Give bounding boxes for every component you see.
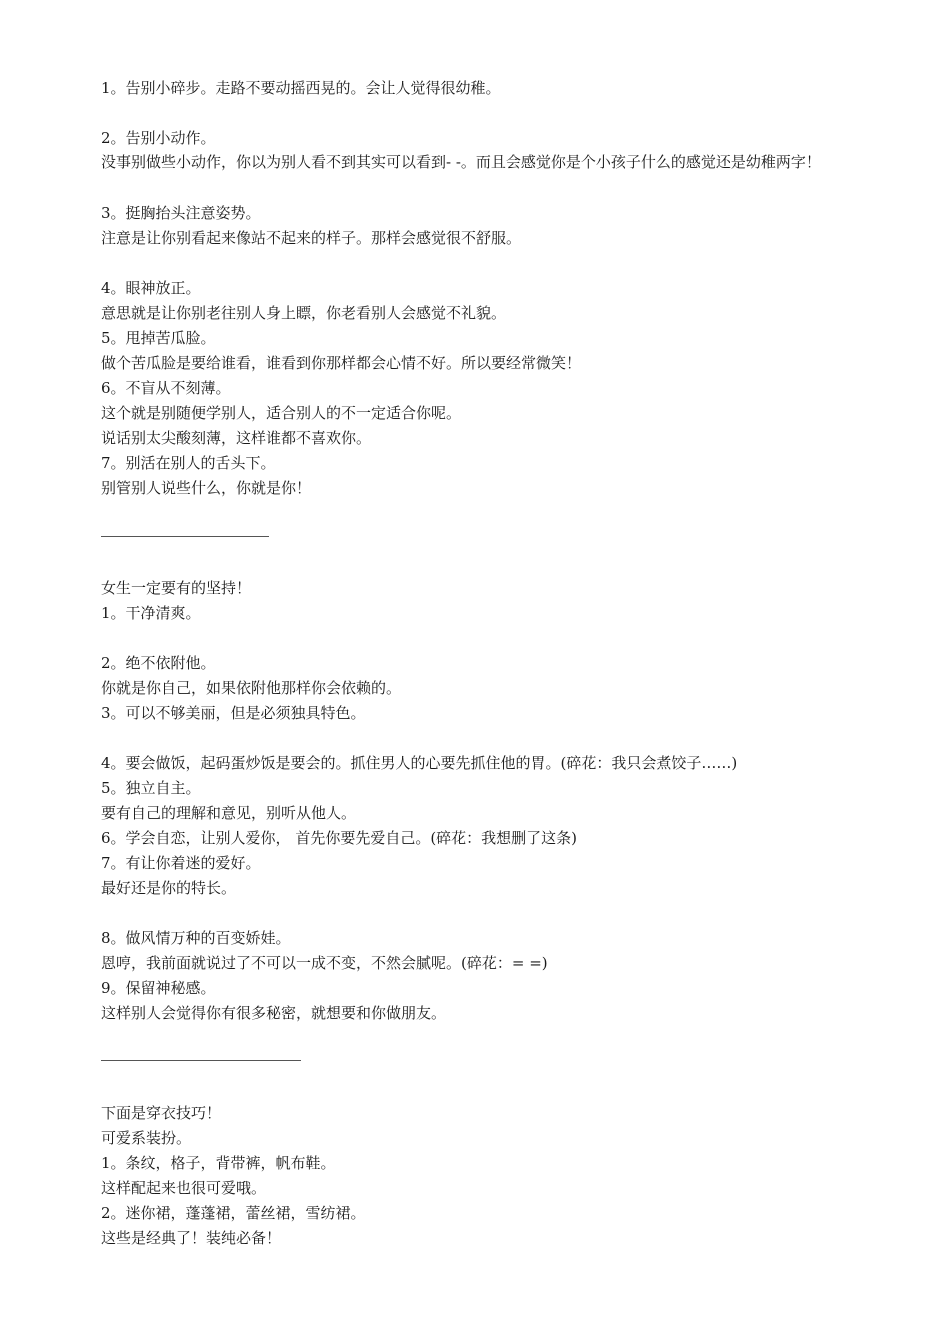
list-heading: 2。迷你裙，蓬蓬裙，蕾丝裙，雪纺裙。 [101,1204,366,1222]
paragraph: 4。要会做饭，起码蛋炒饭是要会的。抓住男人的心要先抓住他的胃。(碎花：我只会煮饺子……) [101,754,738,772]
paragraph: 最好还是你的特长。 [101,879,237,897]
list-heading: 7。有让你着迷的爱好。 [101,854,261,872]
paragraph: 恩哼，我前面就说过了不可以一成不变，不然会腻呢。(碎花：= =) [101,954,548,972]
paragraph: 你就是你自己，如果依附他那样你会依赖的。 [101,679,402,697]
paragraph: 这样别人会觉得你有很多秘密，就想要和你做朋友。 [101,1004,447,1022]
list-heading: 5。独立自主。 [101,779,201,797]
paragraph: 别管别人说些什么，你就是你！ [101,479,312,497]
list-heading: 2。告别小动作。 [101,129,216,147]
section-heading: 女生一定要有的坚持！ [101,579,252,597]
paragraph: 说话别太尖酸刻薄，这样谁都不喜欢你。 [101,429,372,447]
paragraph: 做个苦瓜脸是要给谁看，谁看到你那样都会心情不好。所以要经常微笑！ [101,354,582,372]
list-heading: 5。甩掉苦瓜脸。 [101,329,216,347]
paragraph: 意思就是让你别老往别人身上瞟，你老看别人会感觉不礼貌。 [101,304,507,322]
list-heading: 1。干净清爽。 [101,604,201,622]
paragraph: 要有自己的理解和意见，别听从他人。 [101,804,357,822]
paragraph: 1。告别小碎步。走路不要动摇西晃的。会让人觉得很幼稚。 [101,79,501,97]
paragraph: 注意是让你别看起来像站不起来的样子。那样会感觉很不舒服。 [101,229,522,247]
list-heading: 8。做风情万种的百变娇娃。 [101,929,291,947]
paragraph: 这些是经典了！装纯必备！ [101,1229,282,1247]
list-heading: 9。保留神秘感。 [101,979,216,997]
section-divider [101,1060,301,1061]
list-heading: 3。可以不够美丽，但是必须独具特色。 [101,704,366,722]
paragraph: 没事别做些小动作，你以为别人看不到其实可以看到- -。而且会感觉你是个小孩子什么的感觉还是幼稚两字！ [101,153,821,171]
list-heading: 4。眼神放正。 [101,279,201,297]
section-divider [101,536,269,537]
paragraph: 可爱系装扮。 [101,1129,192,1147]
section-heading: 下面是穿衣技巧！ [101,1104,222,1122]
paragraph: 这个就是别随便学别人，适合别人的不一定适合你呢。 [101,404,462,422]
paragraph: 6。学会自恋，让别人爱你， 首先你要先爱自己。(碎花：我想删了这条) [101,829,578,847]
list-heading: 6。不盲从不刻薄。 [101,379,231,397]
list-heading: 2。绝不依附他。 [101,654,216,672]
list-heading: 7。别活在别人的舌头下。 [101,454,276,472]
list-heading: 1。条纹，格子，背带裤，帆布鞋。 [101,1154,336,1172]
list-heading: 3。挺胸抬头注意姿势。 [101,204,261,222]
paragraph: 这样配起来也很可爱哦。 [101,1179,267,1197]
